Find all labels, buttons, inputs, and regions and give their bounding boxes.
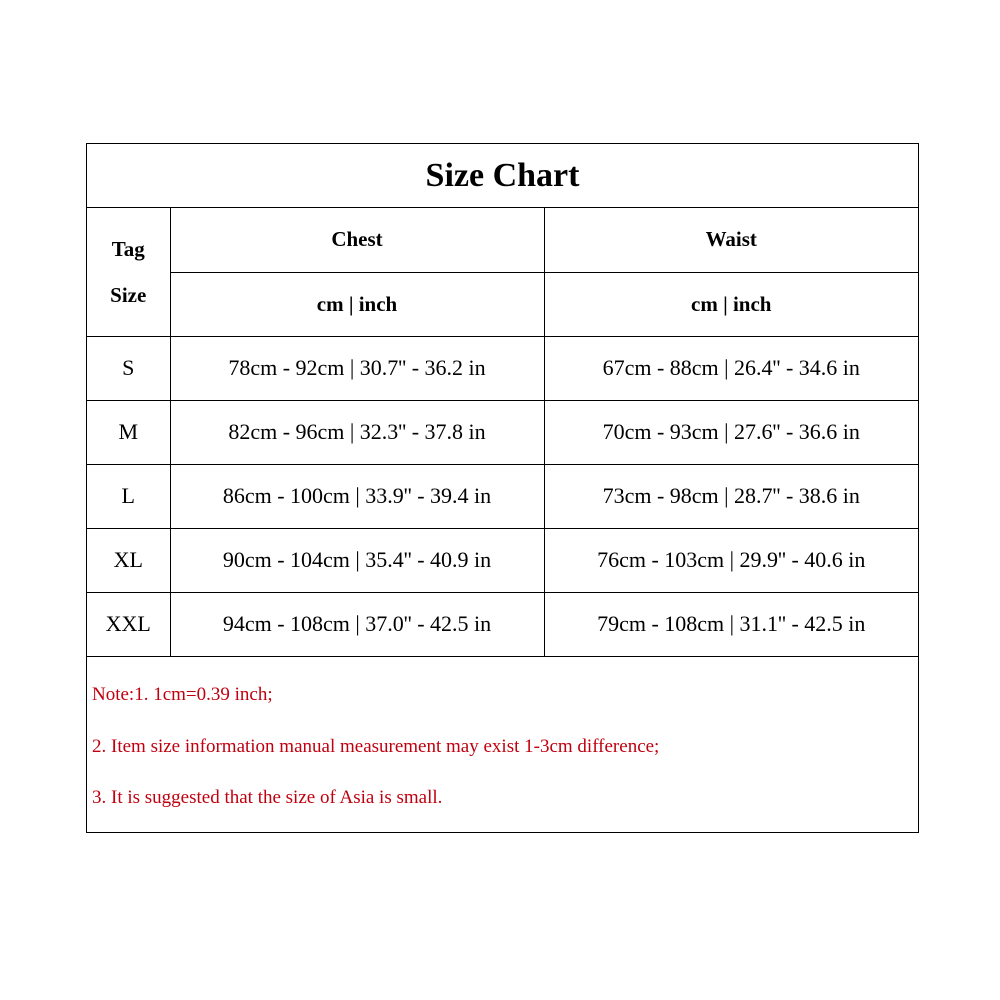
size-cell: L xyxy=(87,464,170,528)
waist-header: Waist xyxy=(544,208,918,272)
size-cell: XL xyxy=(87,528,170,592)
chest-unit-header: cm | inch xyxy=(170,272,544,336)
size-cell: S xyxy=(87,336,170,400)
table-row xyxy=(87,400,918,464)
note-item: Note:1. 1cm=0.39 inch; xyxy=(92,684,273,705)
size-cell: XXL xyxy=(87,592,170,656)
chest-cell: 86cm - 100cm | 33.9'' - 39.4 in xyxy=(170,464,544,528)
chest-cell: 82cm - 96cm | 32.3'' - 37.8 in xyxy=(170,400,544,464)
notes-section xyxy=(87,657,918,832)
waist-cell: 67cm - 88cm | 26.4'' - 34.6 in xyxy=(544,336,918,400)
chest-cell: 94cm - 108cm | 37.0'' - 42.5 in xyxy=(170,592,544,656)
size-table xyxy=(87,208,918,657)
chest-cell: 78cm - 92cm | 30.7'' - 36.2 in xyxy=(170,336,544,400)
waist-cell: 76cm - 103cm | 29.9'' - 40.6 in xyxy=(544,528,918,592)
chart-title: Size Chart xyxy=(87,144,918,208)
chest-cell: 90cm - 104cm | 35.4'' - 40.9 in xyxy=(170,528,544,592)
waist-unit-header: cm | inch xyxy=(544,272,918,336)
chest-header: Chest xyxy=(170,208,544,272)
note-item: 2. Item size information manual measurement may exist 1-3cm difference; xyxy=(92,736,660,757)
unit-row xyxy=(87,272,918,336)
table-row xyxy=(87,336,918,400)
table-row xyxy=(87,464,918,528)
header-row xyxy=(87,208,918,272)
waist-cell: 79cm - 108cm | 31.1'' - 42.5 in xyxy=(544,592,918,656)
size-chart xyxy=(86,143,919,833)
waist-cell: 73cm - 98cm | 28.7'' - 38.6 in xyxy=(544,464,918,528)
tag-size-header-line2: Size xyxy=(110,282,147,307)
table-row xyxy=(87,592,918,656)
table-row xyxy=(87,528,918,592)
tag-size-header-line1: Tag xyxy=(111,236,145,261)
size-cell: M xyxy=(87,400,170,464)
tag-size-header xyxy=(87,208,170,336)
note-item: 3. It is suggested that the size of Asia is small. xyxy=(92,787,443,808)
waist-cell: 70cm - 93cm | 27.6'' - 36.6 in xyxy=(544,400,918,464)
